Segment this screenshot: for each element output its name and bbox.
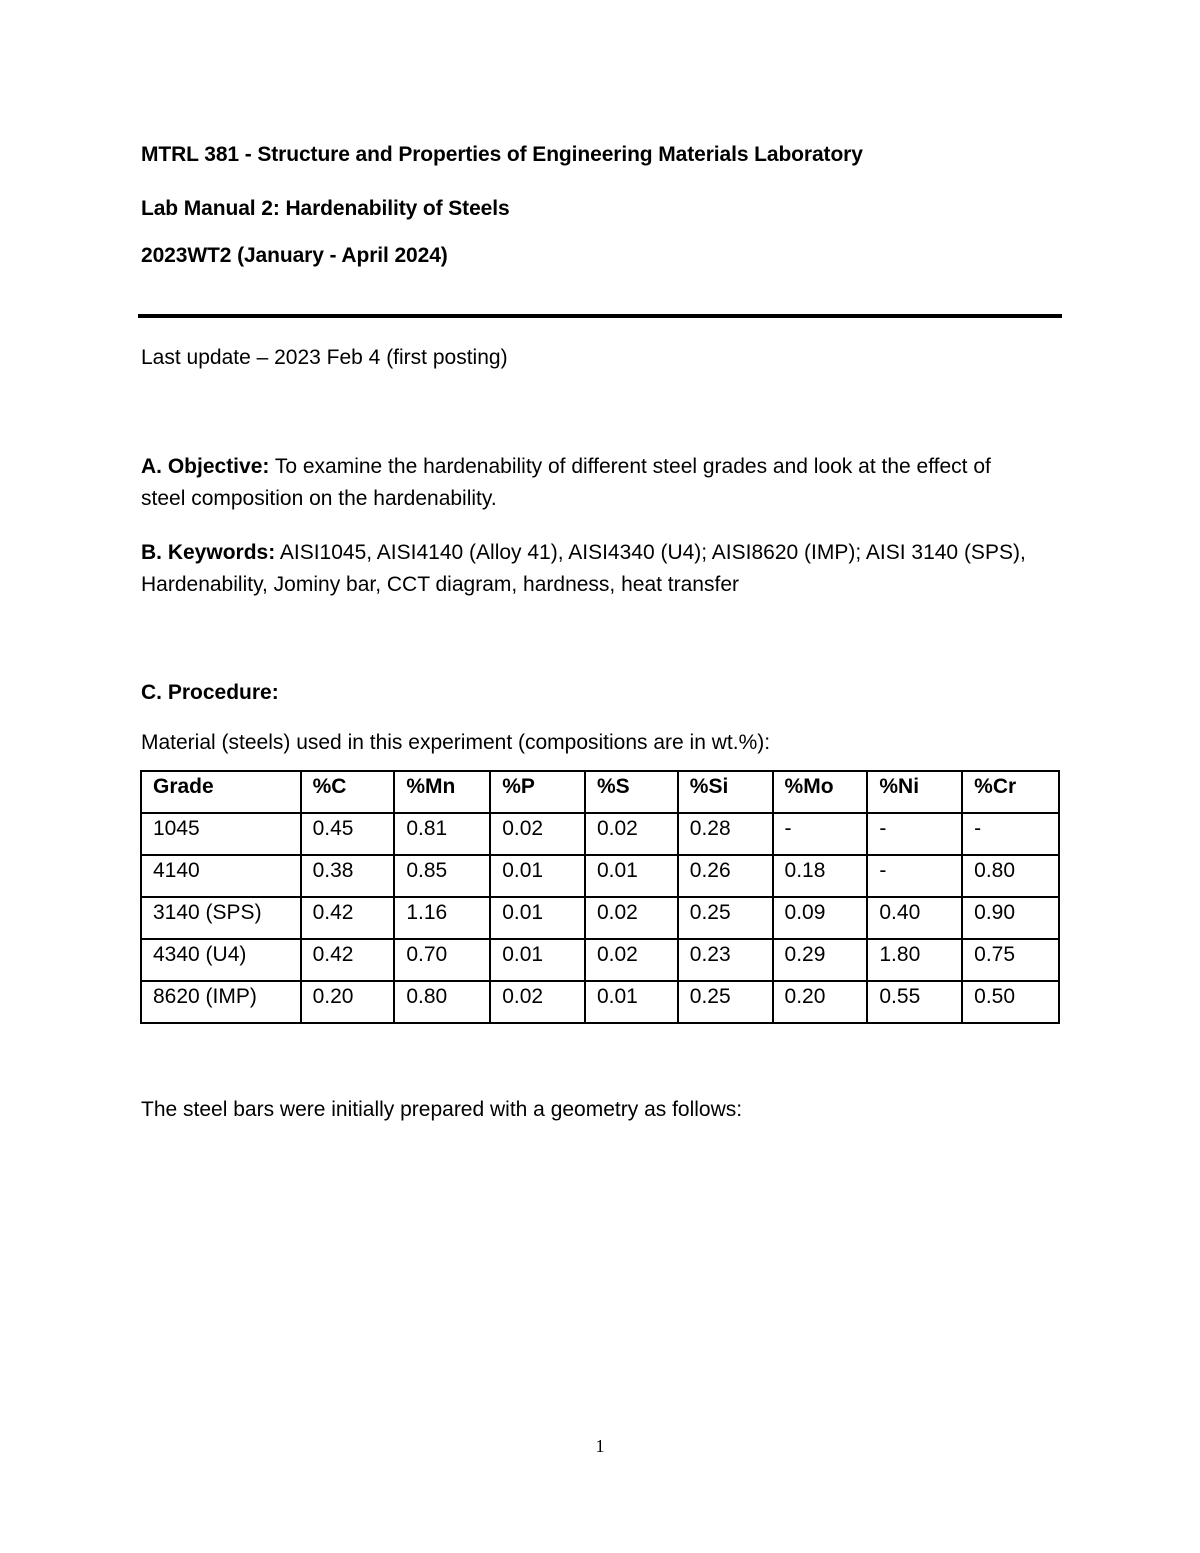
table-cell: 1.80 xyxy=(867,939,962,981)
table-header-cell: %Si xyxy=(678,771,773,813)
keywords-paragraph xyxy=(141,537,1041,601)
table-cell: 0.09 xyxy=(773,897,868,939)
table-cell: 0.02 xyxy=(490,813,585,855)
table-header-cell: %Ni xyxy=(867,771,962,813)
table-cell: - xyxy=(867,855,962,897)
table-cell: 0.45 xyxy=(301,813,395,855)
table-cell: 0.20 xyxy=(301,981,395,1023)
table-cell: 1.16 xyxy=(394,897,490,939)
table-row xyxy=(141,981,1059,1023)
table-cell: 0.80 xyxy=(962,855,1059,897)
table-cell: 0.40 xyxy=(867,897,962,939)
table-header-cell: %Cr xyxy=(962,771,1059,813)
table-cell: 0.90 xyxy=(962,897,1059,939)
table-cell: 3140 (SPS) xyxy=(141,897,301,939)
table-row xyxy=(141,939,1059,981)
table-cell: 0.26 xyxy=(678,855,773,897)
table-cell: 0.75 xyxy=(962,939,1059,981)
table-cell: 0.28 xyxy=(678,813,773,855)
composition-table xyxy=(140,770,1060,1024)
table-cell: 0.55 xyxy=(867,981,962,1023)
table-cell: 0.70 xyxy=(394,939,490,981)
table-cell: 0.02 xyxy=(490,981,585,1023)
horizontal-rule xyxy=(138,314,1062,318)
table-header-cell: %S xyxy=(585,771,678,813)
table-cell: 0.81 xyxy=(394,813,490,855)
table-cell: 0.01 xyxy=(490,897,585,939)
table-cell: 0.50 xyxy=(962,981,1059,1023)
table-cell: 0.01 xyxy=(585,855,678,897)
table-header-cell: Grade xyxy=(141,771,301,813)
table-cell: 0.29 xyxy=(773,939,868,981)
keywords-text: AISI1045, AISI4140 (Alloy 41), AISI4340 (U4); AISI8620 (IMP); AISI 3140 (SPS), Hardenability, Jominy bar, CCT diagram, hardness, heat transfer xyxy=(141,541,1026,596)
table-cell: 0.18 xyxy=(773,855,868,897)
table-cell: 0.42 xyxy=(301,939,395,981)
page-number: 1 xyxy=(595,1436,605,1456)
table-cell: 0.38 xyxy=(301,855,395,897)
table-row xyxy=(141,897,1059,939)
objective-text: To examine the hardenability of different steel grades and look at the effect of steel composition on the hardenability. xyxy=(141,455,991,510)
table-cell: - xyxy=(773,813,868,855)
table-row xyxy=(141,813,1059,855)
table-cell: 0.80 xyxy=(394,981,490,1023)
table-cell: 0.01 xyxy=(585,981,678,1023)
last-update-text: Last update – 2023 Feb 4 (first posting) xyxy=(141,346,508,369)
table-header-cell: %Mn xyxy=(394,771,490,813)
table-cell: 0.25 xyxy=(678,981,773,1023)
table-cell: 4340 (U4) xyxy=(141,939,301,981)
table-cell: 0.42 xyxy=(301,897,395,939)
objective-paragraph xyxy=(141,451,1041,515)
procedure-heading: C. Procedure: xyxy=(141,681,279,704)
table-header-cell: %C xyxy=(301,771,395,813)
table-cell: - xyxy=(962,813,1059,855)
objective-label: A. Objective: xyxy=(141,455,270,478)
table-cell: 0.02 xyxy=(585,897,678,939)
material-intro-text: Material (steels) used in this experiment (compositions are in wt.%): xyxy=(141,731,771,754)
table-cell: - xyxy=(867,813,962,855)
table-cell: 0.85 xyxy=(394,855,490,897)
table-cell: 0.02 xyxy=(585,939,678,981)
keywords-label: B. Keywords: xyxy=(141,541,276,564)
table-cell: 0.23 xyxy=(678,939,773,981)
manual-title: Lab Manual 2: Hardenability of Steels xyxy=(141,197,510,220)
table-cell: 1045 xyxy=(141,813,301,855)
geometry-intro-text: The steel bars were initially prepared with a geometry as follows: xyxy=(141,1098,743,1121)
table-header-row xyxy=(141,771,1059,813)
table-cell: 0.25 xyxy=(678,897,773,939)
table-cell: 4140 xyxy=(141,855,301,897)
table-cell: 0.20 xyxy=(773,981,868,1023)
table-cell: 0.02 xyxy=(585,813,678,855)
table-row xyxy=(141,855,1059,897)
table-cell: 8620 (IMP) xyxy=(141,981,301,1023)
table-header-cell: %Mo xyxy=(773,771,868,813)
course-title: MTRL 381 - Structure and Properties of Engineering Materials Laboratory xyxy=(141,143,863,166)
table-cell: 0.01 xyxy=(490,939,585,981)
table-header-cell: %P xyxy=(490,771,585,813)
term-label: 2023WT2 (January - April 2024) xyxy=(141,244,448,267)
table-cell: 0.01 xyxy=(490,855,585,897)
